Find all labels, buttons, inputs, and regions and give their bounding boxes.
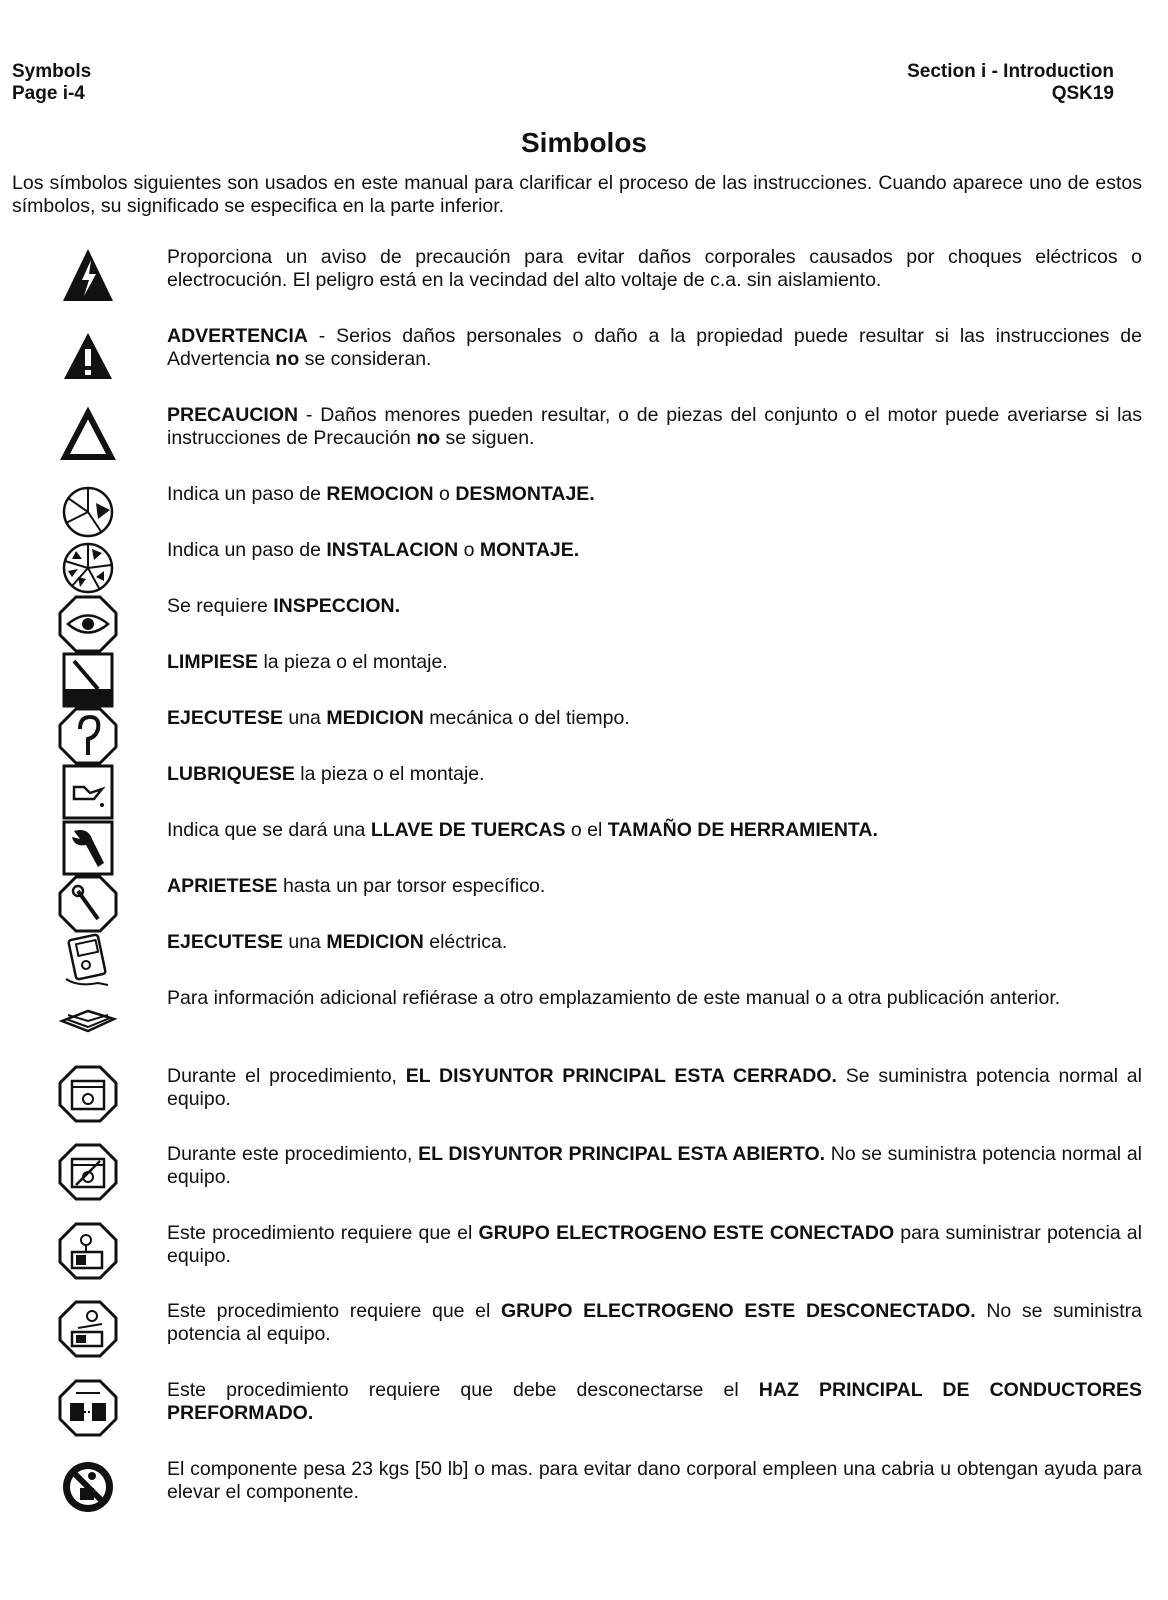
- wrench-tool-size-icon: [58, 819, 118, 877]
- text-run: No se suministra potencia al equipo.: [167, 1300, 1142, 1345]
- symbol-description: [167, 1143, 1142, 1189]
- text-run: hasta un par torsor específico.: [277, 875, 546, 897]
- bold-term: DESMONTAJE.: [455, 483, 595, 505]
- text-run: la pieza o el montaje.: [294, 763, 485, 785]
- text-run: se siguen.: [440, 427, 535, 449]
- clean-part-icon: [58, 651, 118, 709]
- bold-term: INSPECCION.: [273, 595, 401, 617]
- lubricate-oil-can-icon: [58, 763, 118, 821]
- symbol-description: [167, 595, 1142, 618]
- generator-disconnected-icon: [58, 1300, 118, 1358]
- text-run: o: [433, 483, 456, 505]
- bold-term: EL DISYUNTOR PRINCIPAL ESTA CERRADO.: [405, 1065, 837, 1087]
- page-title: Simbolos: [520, 127, 647, 158]
- text-run: Para información adicional refiérase a otro emplazamiento de este manual o a otra publicación anterior.: [167, 987, 1061, 1009]
- text-run: una: [282, 931, 327, 953]
- bold-term: ADVERTENCIA: [167, 325, 308, 347]
- symbol-description: [167, 1065, 1142, 1111]
- symbol-description: [167, 1379, 1142, 1425]
- mechanical-measurement-icon: [58, 707, 118, 765]
- text-run: Se suministra potencia normal al equipo.: [167, 1065, 1142, 1110]
- bold-term: APRIETESE: [167, 875, 278, 897]
- symbol-description: [167, 651, 1142, 674]
- warning-triangle-icon: [58, 325, 118, 383]
- text-run: Proporciona un aviso de precaución para evitar daños corporales causados por choques eléctricos o electrocución. El peligro está en la vecindad del alto voltaje de c.a. sin aislamiento.: [167, 246, 1142, 291]
- text-run: mecánica o del tiempo.: [423, 707, 630, 729]
- bold-term: LIMPIESE: [167, 651, 259, 673]
- symbol-description: [167, 1458, 1142, 1504]
- bold-term: REMOCION: [326, 483, 434, 505]
- electrical-warning-triangle-icon: [58, 246, 118, 304]
- text-run: para suministrar potencia al equipo.: [167, 1222, 1142, 1267]
- bold-term: TAMAÑO DE HERRAMIENTA.: [607, 819, 878, 841]
- symbol-description: [167, 539, 1142, 562]
- removal-disassembly-icon: [58, 483, 118, 541]
- text-run: Indica que se dará una: [167, 819, 371, 841]
- text-run: Este procedimiento requiere que el: [167, 1300, 501, 1322]
- text-run: Indica un paso de: [167, 483, 327, 505]
- text-run: No se suministra potencia normal al equipo.: [167, 1143, 1142, 1188]
- symbol-description: [167, 819, 1142, 842]
- bold-term: no: [416, 427, 441, 449]
- bold-term: LLAVE DE TUERCAS: [370, 819, 566, 841]
- installation-assembly-icon: [58, 539, 118, 597]
- symbol-description: [167, 931, 1142, 954]
- bold-term: LUBRIQUESE: [167, 763, 295, 785]
- symbol-description: [167, 483, 1142, 506]
- wiring-harness-disconnect-icon: [58, 1379, 118, 1437]
- header-section-label: Symbols: [12, 61, 92, 82]
- header-model: QSK19: [1051, 83, 1114, 104]
- bold-term: EJECUTESE: [167, 931, 283, 953]
- reference-book-icon: [58, 987, 118, 1045]
- heavy-lift-icon: [58, 1458, 118, 1516]
- symbol-description: [167, 1222, 1142, 1268]
- text-run: eléctrica.: [423, 931, 508, 953]
- bold-term: PRECAUCION: [167, 404, 299, 426]
- text-run: Indica un paso de: [167, 539, 327, 561]
- bold-term: GRUPO ELECTROGENO ESTE DESCONECTADO.: [500, 1300, 976, 1322]
- bold-term: no: [275, 348, 300, 370]
- text-run: Durante el procedimiento,: [167, 1065, 406, 1087]
- intro-paragraph: Los símbolos siguientes son usados en este manual para clarificar el proceso de las instrucciones. Cuando aparece uno de estos símbolos, su significado se especifica en la parte inferior.: [12, 172, 1142, 217]
- bold-term: INSTALACION: [326, 539, 459, 561]
- text-run: - Daños menores pueden resultar, o de piezas del conjunto o el motor puede averiarse si las instrucciones de Precaución: [167, 404, 1142, 449]
- main-breaker-closed-icon: [58, 1065, 118, 1123]
- bold-term: MEDICION: [326, 707, 424, 729]
- header-section-title: Section i - Introduction: [907, 61, 1114, 82]
- text-run: Este procedimiento requiere que el: [167, 1222, 479, 1244]
- text-run: una: [282, 707, 327, 729]
- symbol-description: [167, 1300, 1142, 1346]
- header-right: [907, 61, 1114, 105]
- electrical-measurement-meter-icon: [58, 931, 118, 989]
- header-left: [12, 61, 91, 105]
- generator-connected-icon: [58, 1222, 118, 1280]
- header-page-number: Page i-4: [12, 83, 85, 104]
- text-run: Este procedimiento requiere que debe desconectarse el: [167, 1379, 759, 1401]
- symbol-description: [167, 987, 1142, 1010]
- text-run: o el: [565, 819, 608, 841]
- text-run: o: [458, 539, 480, 561]
- inspection-eye-icon: [58, 595, 118, 653]
- text-run: El componente pesa 23 kgs [50 lb] o mas. para evitar dano corporal empleen una cabria u obtengan ayuda para elevar el componente.: [167, 1458, 1142, 1503]
- symbol-description: [167, 875, 1142, 898]
- bold-term: MONTAJE.: [479, 539, 580, 561]
- symbol-description: [167, 246, 1142, 292]
- torque-wrench-icon: [58, 875, 118, 933]
- symbol-description: [167, 404, 1142, 450]
- text-run: Durante este procedimiento,: [167, 1143, 419, 1165]
- symbol-description: [167, 707, 1142, 730]
- symbol-description: [167, 325, 1142, 371]
- text-run: se consideran.: [299, 348, 432, 370]
- text-run: - Serios daños personales o daño a la propiedad puede resultar si las instrucciones de Advertencia: [167, 325, 1142, 370]
- bold-term: MEDICION: [326, 931, 424, 953]
- main-breaker-open-icon: [58, 1143, 118, 1201]
- symbol-description: [167, 763, 1142, 786]
- bold-term: GRUPO ELECTROGENO ESTE CONECTADO: [478, 1222, 895, 1244]
- bold-term: HAZ PRINCIPAL DE CONDUCTORES PREFORMADO.: [167, 1379, 1143, 1424]
- bold-term: EL DISYUNTOR PRINCIPAL ESTA ABIERTO.: [418, 1143, 826, 1165]
- bold-term: EJECUTESE: [167, 707, 283, 729]
- caution-triangle-icon: [58, 404, 118, 462]
- text-run: la pieza o el montaje.: [258, 651, 448, 673]
- text-run: Se requiere: [167, 595, 274, 617]
